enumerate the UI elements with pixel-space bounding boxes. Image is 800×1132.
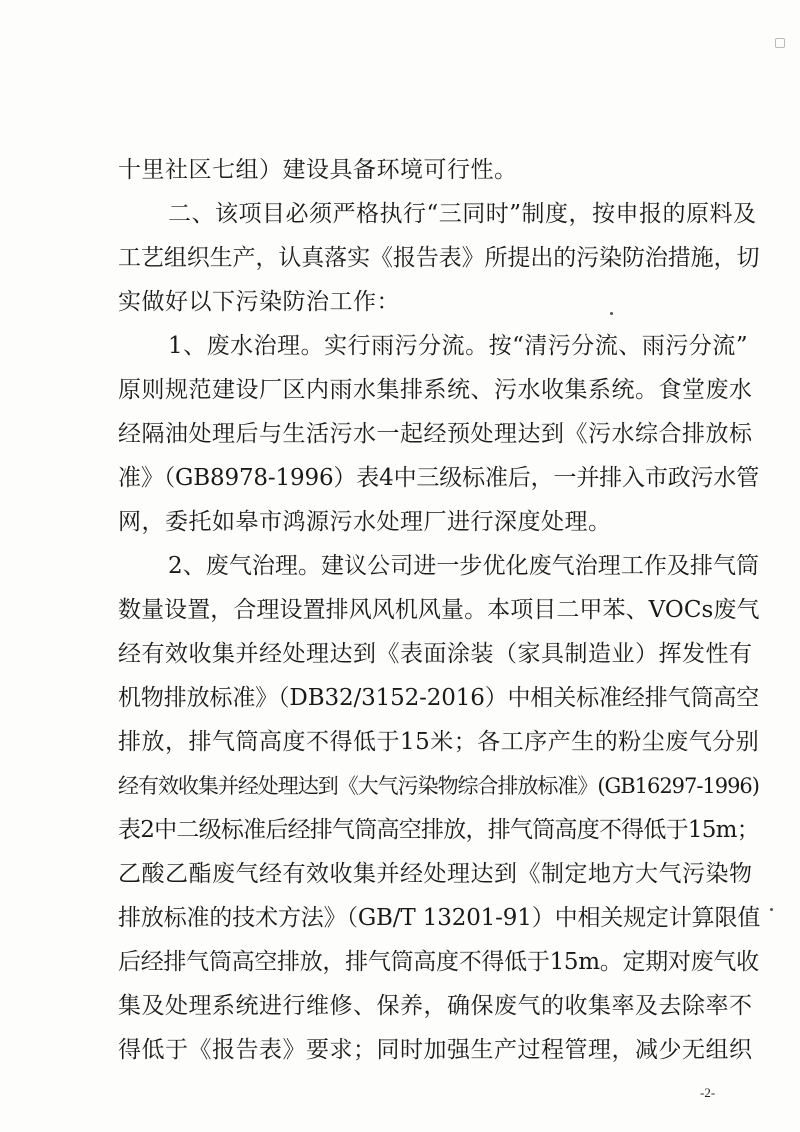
text-line-7: 经隔油处理后与生活污水一起经预处理达到《污水综合排放标	[118, 421, 753, 447]
text-line-10: 2、废气治理。建议公司进一步优化废气治理工作及排气筒	[168, 553, 760, 579]
text-line-3: 工艺组织生产，认真落实《报告表》所提出的污染防治措施，切	[118, 245, 760, 271]
page-number: -2-	[700, 1085, 716, 1100]
text-line-13: 机物排放标准》（DB32/3152-2016）中相关标准经排气筒高空	[118, 685, 760, 711]
scan-corner-mark	[775, 38, 785, 48]
text-line-12: 经有效收集并经处理达到《表面涂装（家具制造业）挥发性有	[118, 641, 753, 667]
scan-speck	[610, 312, 613, 315]
text-line-14: 排放，排气筒高度不得低于15米；各工序产生的粉尘废气分别	[118, 729, 760, 755]
text-line-17: 乙酸乙酯废气经有效收集并经处理达到《制定地方大气污染物	[118, 861, 753, 887]
text-line-4: 实做好以下污染防治工作：	[118, 289, 400, 315]
text-line-16: 表2中二级标准后经排气筒高空排放，排气筒高度不得低于15m；	[118, 817, 759, 843]
text-line-6: 原则规范建设厂区内雨水集排系统、污水收集系统。食堂废水	[118, 377, 753, 403]
text-line-15: 经有效收集并经处理达到《大气污染物综合排放标准》(GB16297-1996)	[118, 774, 759, 798]
text-line-1: 十里社区七组）建设具备环境可行性。	[118, 157, 518, 183]
text-line-20: 集及处理系统进行维修、保养，确保废气的收集率及去除率不	[118, 993, 753, 1019]
text-line-2: 二、该项目必须严格执行“三同时”制度，按申报的原料及	[168, 201, 757, 227]
text-line-8: 准》（GB8978-1996）表4中三级标准后，一并排入市政污水管	[118, 465, 760, 491]
text-line-19: 后经排气筒高空排放，排气筒高度不得低于15m。定期对废气收	[118, 949, 759, 975]
text-line-21: 得低于《报告表》要求；同时加强生产过程管理，减少无组织	[118, 1037, 753, 1063]
text-line-18: 排放标准的技术方法》（GB/T 13201-91）中相关规定计算限值	[118, 905, 761, 931]
scan-speck	[770, 908, 773, 911]
text-line-11: 数量设置，合理设置排风风机风量。本项目二甲苯、VOCs废气	[118, 597, 760, 623]
text-line-9: 网，委托如皋市鸿源污水处理厂进行深度处理。	[118, 509, 612, 535]
text-line-5: 1、废水治理。实行雨污分流。按“清污分流、雨污分流”	[168, 333, 749, 359]
